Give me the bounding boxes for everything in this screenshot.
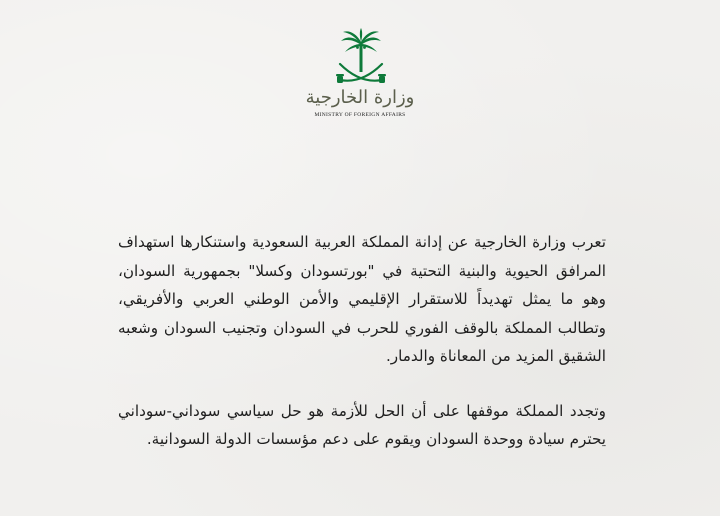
statement-paragraph-2: وتجدد المملكة موقفها على أن الحل للأزمة هو حل سياسي سوداني-سوداني يحترم سيادة ووحدة السودان ويقوم على دعم مؤسسات الدولة السودانية. — [118, 401, 606, 448]
statement-body — [118, 228, 606, 480]
ministry-name-arabic: وزارة الخارجية — [305, 87, 415, 108]
statement-paragraph-1: تعرب وزارة الخارجية عن إدانة المملكة العربية السعودية واستنكارها استهداف المرافق الحيوية والبنية التحتية في "بورتسودان وكسلا" بجمهورية السودان، وهو ما يمثل تهديداً للاستقرار الإقليمي والأمن الوطني العربي والأفريقي، وتطالب المملكة بالوقف الفوري للحرب في السودان وتجنيب السودان وشعبه الشقيق المزيد من المعاناة والدمار. — [118, 233, 606, 365]
saudi-emblem-palm-swords-icon — [330, 28, 392, 94]
ministry-name-english: MINISTRY OF FOREIGN AFFAIRS — [314, 112, 406, 118]
